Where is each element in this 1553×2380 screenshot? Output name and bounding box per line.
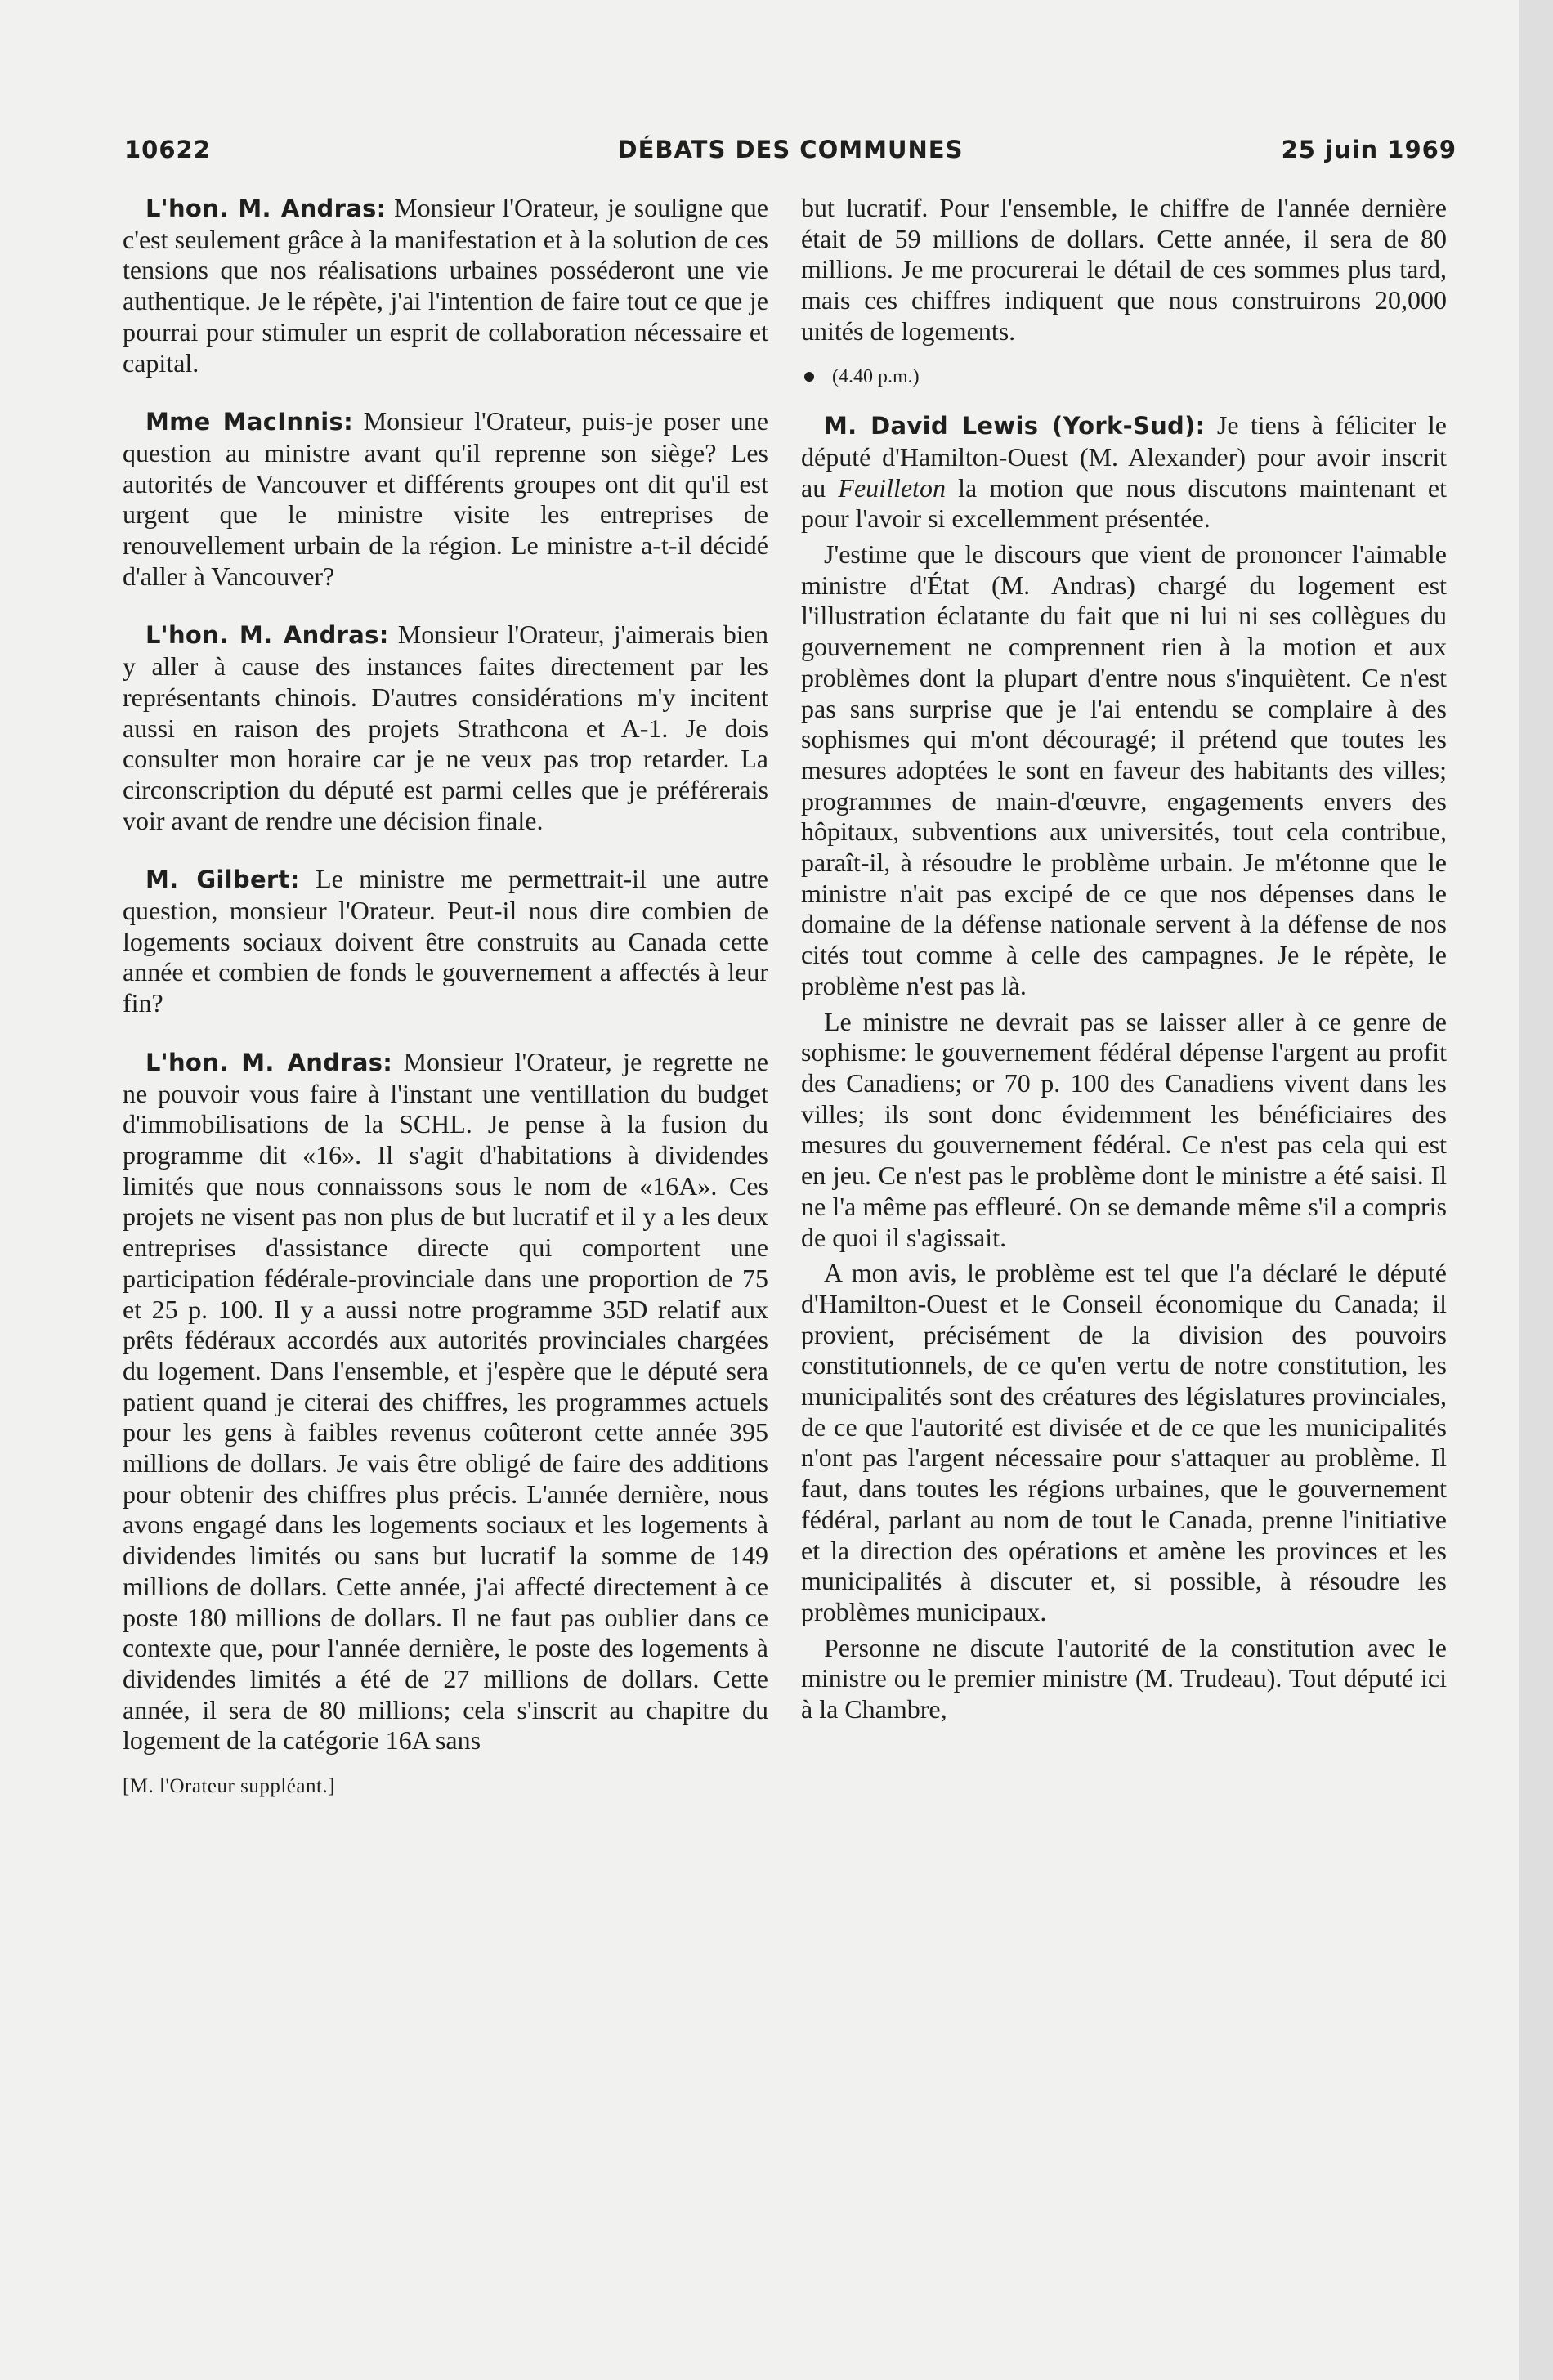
- speaker-name: L'hon. M. Andras:: [145, 1048, 393, 1076]
- speech-paragraph: [123, 406, 768, 592]
- speech-text: Je tiens à féliciter le député d'Hamilton-Ouest (M. Alexander) pour avoir inscrit au: [801, 410, 1447, 503]
- speaker-change-note: [M. l'Orateur suppléant.]: [123, 1775, 335, 1798]
- page-header: [124, 136, 1457, 172]
- speaker-name: L'hon. M. Andras:: [145, 621, 389, 650]
- speech-text: Monsieur l'Orateur, puis-je poser une question au ministre avant qu'il reprenne son siège? Les autorités de Vancouver et différents groupes ont dit qu'il est urgent que le ministre visite les entreprises de renouvellement urbain de la région. Le ministre a-t-il décidé d'aller à Vancouver?: [123, 406, 769, 591]
- body-paragraph: J'estime que le discours que vient de prononcer l'aimable ministre d'État (M. Andras) chargé du logement est l'illustration éclatante du fait que ni lui ni ses collègues du gouvernement ne comprennent rien à la motion et aux problèmes dont la plupart d'entre nous s'inquiètent. Ce n'est pas sans surprise que je l'ai entendu se complaire à des sophismes qui m'ont découragé; il prétend que toutes les mesures adoptées le sont en faveur des habitants des villes; programmes de main-d'œuvre, engagements envers des hôpitaux, subventions aux universités, tout cela contribue, paraît-il, à résoudre le problème urbain. Je m'étonne que le ministre n'ait pas excipé de ce que nos dépenses dans le domaine de la défense nationale servent à la défense de nos cités tout comme à celle des campagnes. Je le répète, le problème n'est pas là.: [801, 539, 1447, 1000]
- right-column: [801, 193, 1447, 1730]
- time-stamp-line: [801, 362, 1447, 393]
- speech-text: Le ministre me permettrait-il une autre question, monsieur l'Orateur. Peut-il nous dire combien de logements sociaux doivent être construits au Canada cette année et combien de fonds le gouvernement a affectés à leur fin?: [123, 864, 769, 1018]
- time-stamp: (4.40 p.m.): [832, 365, 920, 387]
- italic-term: Feuilleton: [838, 472, 946, 503]
- page-number: 10622: [124, 136, 211, 163]
- speech-paragraph: [123, 620, 768, 836]
- speech-paragraph: [123, 193, 768, 378]
- bullet-icon: [804, 372, 814, 382]
- speech-text: Monsieur l'Orateur, j'aimerais bien y aller à cause des instances faites directement par les représentants chinois. D'autres considérations m'y incitent aussi en raison des projets Strathcona et A-1. Je dois consulter mon horaire car je ne veux pas trop retarder. La circonscription du député est parmi celles que je préférerais voir avant de rendre une décision finale.: [123, 620, 769, 835]
- left-column: [123, 193, 768, 1802]
- speech-paragraph: [123, 864, 768, 1019]
- body-paragraph: A mon avis, le problème est tel que l'a déclaré le député d'Hamilton-Ouest et le Conseil économique du Canada; il provient, précisément de la division des pouvoirs constitutionnels, de ce qu'en vertu de notre constitution, les municipalités sont des créatures des législatures provinciales, de ce que l'autorité est divisée et de ce que les municipalités n'ont pas l'argent nécessaire pour s'attaquer au problème. Il faut, dans toutes les régions urbaines, que le gouvernement fédéral, parlant au nom de tout le Canada, prenne l'initiative et la direction des opérations et amène les provinces et les municipalités à discuter et, si possible, à résoudre les problèmes municipaux.: [801, 1258, 1447, 1626]
- speech-paragraph: [801, 410, 1447, 535]
- speech-paragraph: [123, 1047, 768, 1756]
- header-date: 25 juin 1969: [1281, 136, 1457, 163]
- speech-text: Monsieur l'Orateur, je souligne que c'est seulement grâce à la manifestation et à la solution de ces tensions que nos réalisations urbaines posséderont une vie authentique. Je le répète, j'ai l'intention de faire tout ce que je pourrai pour stimuler un esprit de collaboration nécessaire et capital.: [123, 193, 769, 378]
- body-paragraph: Le ministre ne devrait pas se laisser aller à ce genre de sophisme: le gouvernement fédéral dépense l'argent au profit des Canadiens; or 70 p. 100 des Canadiens vivent dans les villes; ils sont donc évidemment les bénéficiaires des mesures du gouvernement fédéral. Ce n'est pas cela qui est en jeu. Ce n'est pas le problème dont le ministre a été saisi. Il ne l'a même pas effleuré. On se demande même s'il a compris de quoi il s'agissait.: [801, 1006, 1447, 1252]
- speaker-name: L'hon. M. Andras:: [145, 195, 387, 222]
- scan-edge: [1519, 0, 1553, 2380]
- speaker-name: M. David Lewis (York-Sud):: [824, 412, 1206, 441]
- continued-paragraph: but lucratif. Pour l'ensemble, le chiffre de l'année dernière était de 59 millions de dollars. Cette année, il sera de 80 millions. Je me procurerai le détail de ces sommes plus tard, mais ces chiffres indiquent que nous construirons 20,000 unités de logements.: [801, 193, 1447, 346]
- speaker-name: Mme MacInnis:: [145, 408, 353, 436]
- body-paragraph: Personne ne discute l'autorité de la constitution avec le ministre ou le premier ministre (M. Trudeau). Tout député ici à la Chambre,: [801, 1632, 1447, 1725]
- speaker-name: M. Gilbert:: [145, 866, 300, 894]
- speech-text: Monsieur l'Orateur, je regrette ne ne pouvoir vous faire à l'instant une ventillation du budget d'immobilisations de la SCHL. Je pense à la fusion du programme dit «16». Il s'agit d'habitations à dividendes limités que nous connaissons sous le nom de «16A». Ces projets ne visent pas non plus de but lucratif et il y a les deux entreprises d'assistance directe qui comportent une participation fédérale-provinciale dans une proportion de 75 et 25 p. 100. Il y a aussi notre programme 35D relatif aux prêts fédéraux accordés aux autorités provinciales chargées du logement. Dans l'ensemble, et j'espère que le député sera patient quand je citerai des chiffres, les programmes actuels pour les gens à faibles revenus coûteront cette année 395 millions de dollars. Je vais être obligé de faire des additions pour obtenir des chiffres plus précis. L'année dernière, nous avons engagé dans les logements sociaux et les logements à dividendes limités ou sans but lucratif la somme de 149 millions de dollars. Cette année, j'ai affecté directement à ce poste 180 millions de dollars. Il ne faut pas oublier dans ce contexte que, pour l'année dernière, le poste des logements à dividendes limités a été de 27 millions de dollars. Cette année, il sera de 80 millions; cela s'inscrit au chapitre du logement de la catégorie 16A sans: [123, 1046, 769, 1756]
- speech-text: la motion que nous discutons maintenant et pour l'avoir si excellemment présentée.: [801, 472, 1448, 534]
- running-title: DÉBATS DES COMMUNES: [617, 136, 964, 163]
